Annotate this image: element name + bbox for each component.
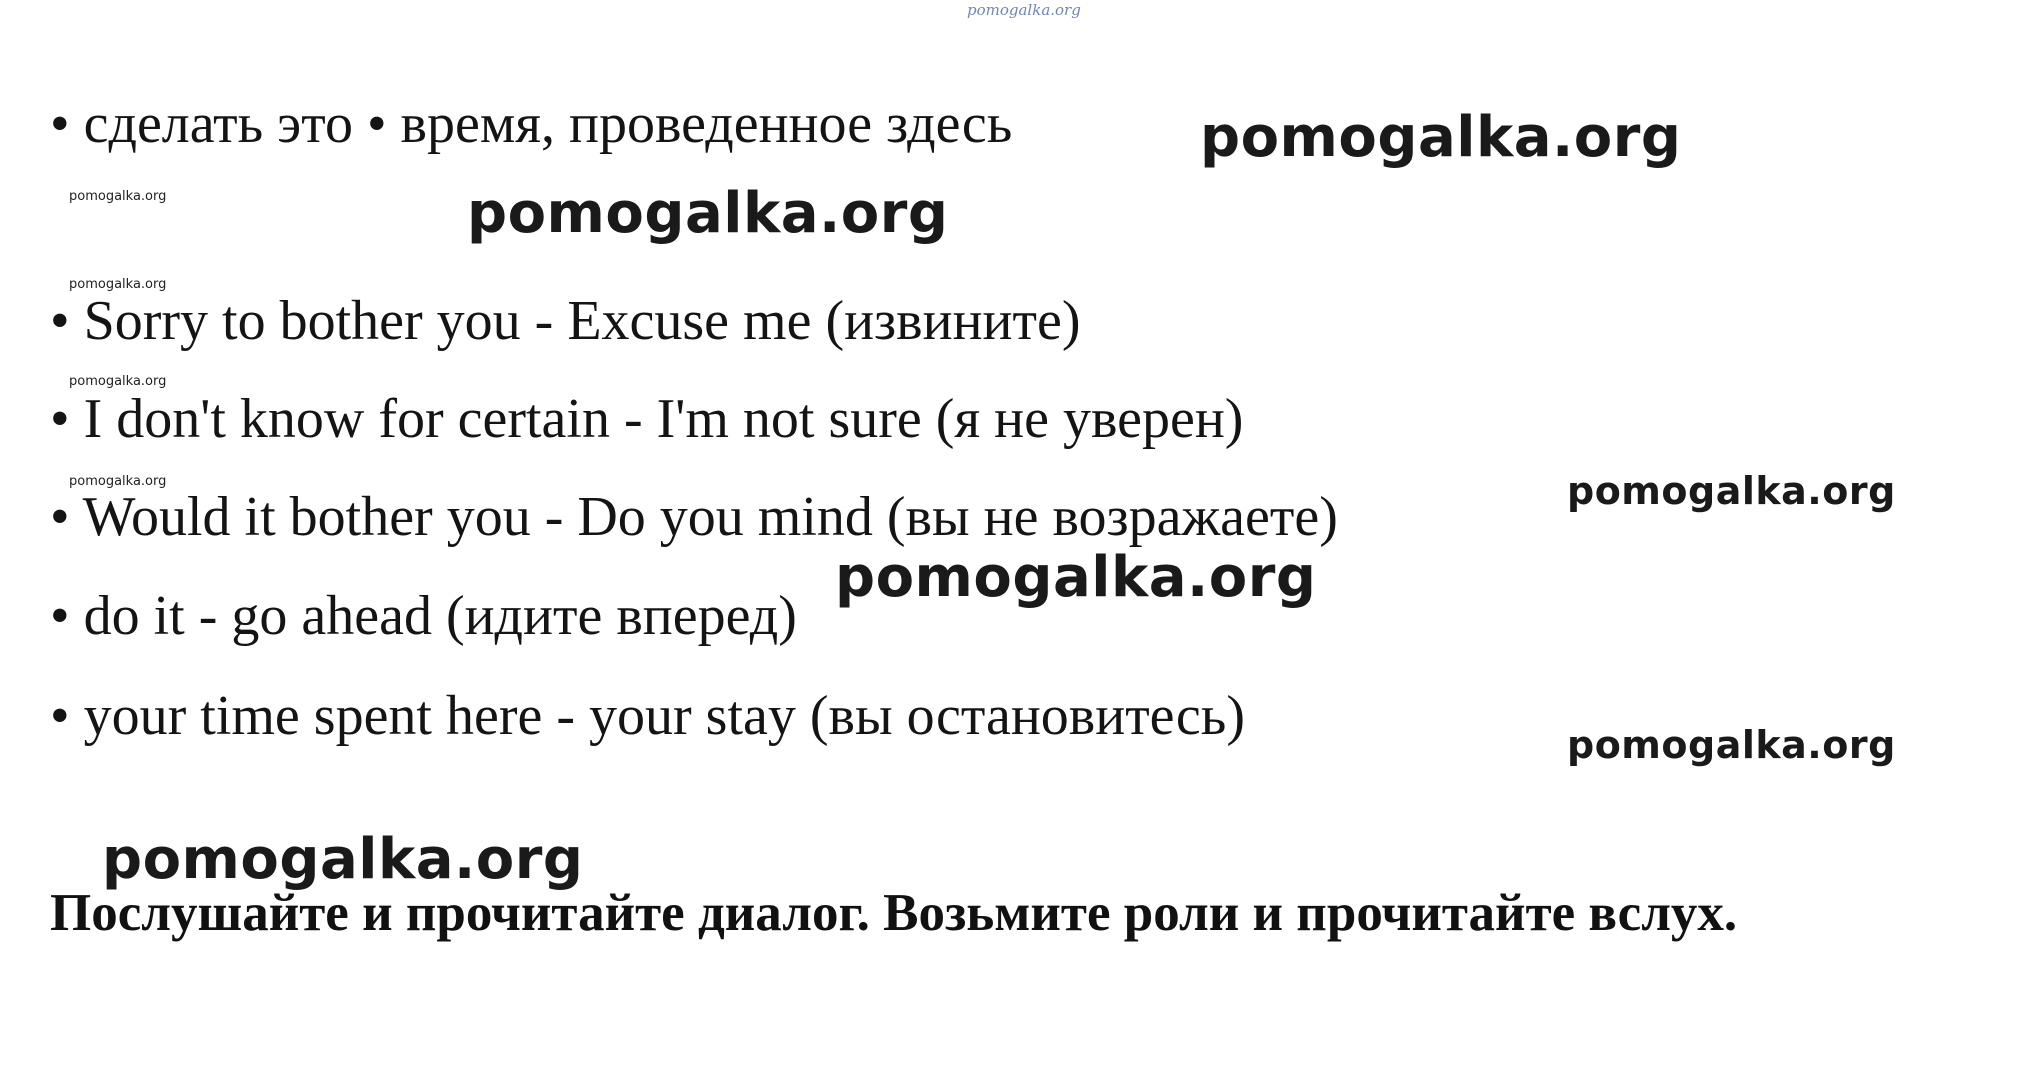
vocab-line-2: • Sorry to bother you - Excuse me (извините): [50, 290, 1081, 352]
vocab-line-4: • Would it bother you - Do you mind (вы не возражаете): [50, 486, 1338, 548]
vocab-line-1: • сделать это • время, проведенное здесь: [50, 93, 1013, 155]
watermark-tiny: pomogalka.org: [69, 277, 167, 292]
vocab-line-6: • your time spent here - your stay (вы остановитесь): [50, 685, 1245, 747]
watermark-big: pomogalka.org: [467, 181, 949, 246]
watermark-mid: pomogalka.org: [1567, 469, 1896, 513]
vocab-line-5: • do it - go ahead (идите вперед): [50, 585, 797, 647]
watermark-mid: pomogalka.org: [1567, 723, 1896, 767]
section-heading: Послушайте и прочитайте диалог. Возьмите роли и прочитайте вслух.: [50, 884, 1738, 942]
vocab-line-3: • I don't know for certain - I'm not sure (я не уверен): [50, 388, 1244, 450]
watermark-big: pomogalka.org: [1200, 105, 1682, 170]
watermark-big: pomogalka.org: [835, 545, 1317, 610]
watermark-big: pomogalka.org: [102, 827, 584, 892]
watermark-top: pomogalka.org: [967, 1, 1081, 19]
watermark-tiny: pomogalka.org: [69, 474, 167, 489]
watermark-tiny: pomogalka.org: [69, 189, 167, 204]
watermark-tiny: pomogalka.org: [69, 374, 167, 389]
